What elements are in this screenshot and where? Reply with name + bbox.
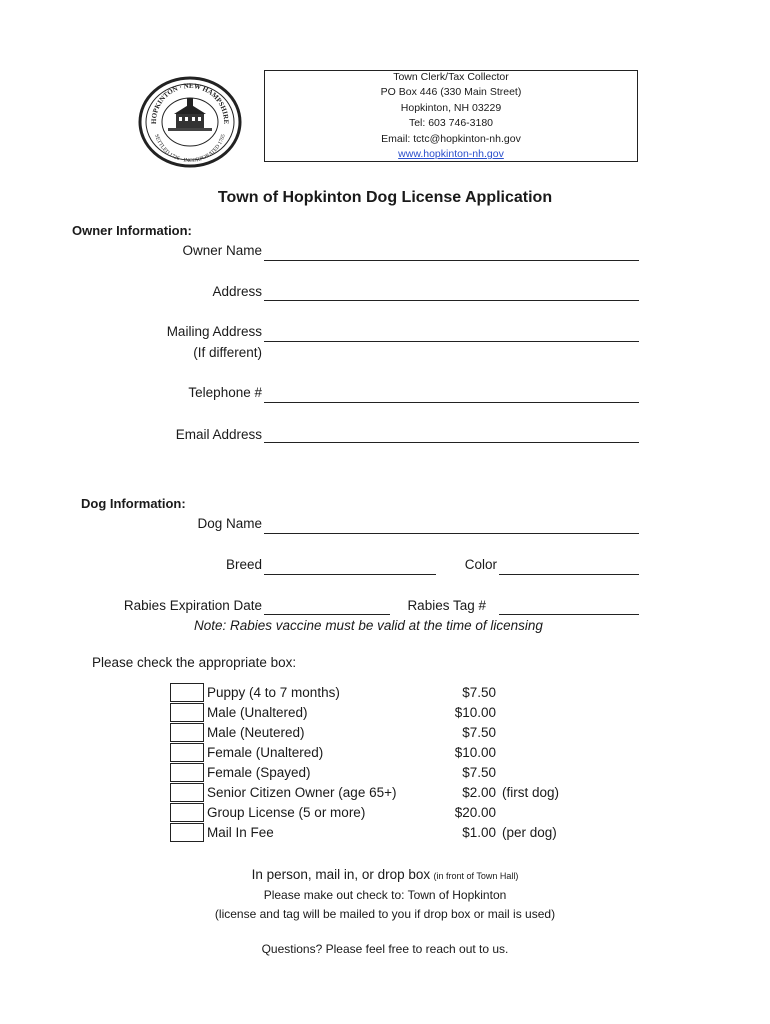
mailing-address-field[interactable]	[264, 341, 639, 342]
fee-price: $7.50	[462, 685, 496, 700]
rabies-expiration-label: Rabies Expiration Date	[123, 598, 262, 613]
color-label: Color	[464, 557, 497, 572]
questions-note: Questions? Please feel free to reach out to us.	[261, 942, 509, 956]
fee-label: Group License (5 or more)	[207, 805, 366, 820]
rabies-note: Note: Rabies vaccine must be valid at the time of licensing	[194, 618, 543, 633]
color-field[interactable]	[499, 574, 639, 575]
female-spayed-checkbox[interactable]	[170, 763, 204, 782]
fee-row	[170, 723, 590, 743]
fee-label: Male (Unaltered)	[207, 705, 308, 720]
town-seal-graphic	[138, 76, 242, 168]
fee-price: $7.50	[462, 725, 496, 740]
town-seal	[138, 76, 242, 168]
fee-row	[170, 763, 590, 783]
rabies-tag-field[interactable]	[499, 614, 639, 615]
email-address-field[interactable]	[264, 442, 639, 443]
fee-label: Mail In Fee	[207, 825, 274, 840]
fee-label: Male (Neutered)	[207, 725, 305, 740]
male-unaltered-checkbox[interactable]	[170, 703, 204, 722]
fee-label: Female (Unaltered)	[207, 745, 324, 760]
fee-label: Senior Citizen Owner (age 65+)	[207, 785, 397, 800]
puppy-checkbox[interactable]	[170, 683, 204, 702]
seal-top-text: HOPKINTON · NEW HAMPSHIRE	[149, 81, 231, 125]
contact-box	[264, 70, 638, 162]
breed-field[interactable]	[264, 574, 436, 575]
fee-row	[170, 823, 590, 843]
fee-price: $20.00	[454, 805, 496, 820]
owner-name-label: Owner Name	[182, 243, 262, 258]
owner-section-heading: Owner Information:	[72, 223, 192, 238]
owner-name-field[interactable]	[264, 260, 639, 261]
fee-price: $1.00	[462, 825, 496, 840]
contact-phone: Tel: 603 746-3180	[408, 117, 494, 129]
fee-price: $10.00	[454, 745, 496, 760]
fee-note: (first dog)	[502, 785, 560, 800]
check-payable-note: Please make out check to: Town of Hopkinton	[263, 888, 507, 902]
dog-name-field[interactable]	[264, 533, 639, 534]
mailing-address-sublabel: (If different)	[193, 345, 262, 360]
contact-website-link[interactable]: www.hopkinton-nh.gov	[398, 148, 504, 160]
dog-name-label: Dog Name	[197, 516, 262, 531]
rabies-tag-label: Rabies Tag #	[407, 598, 486, 613]
female-unaltered-checkbox[interactable]	[170, 743, 204, 762]
dog-section-heading: Dog Information:	[81, 496, 186, 511]
senior-citizen-checkbox[interactable]	[170, 783, 204, 802]
contact-email: Email: tctc@hopkinton-nh.gov	[381, 132, 521, 145]
rabies-expiration-field[interactable]	[264, 614, 390, 615]
submission-methods	[0, 867, 770, 882]
breed-label: Breed	[225, 557, 262, 572]
telephone-field[interactable]	[264, 402, 639, 403]
seal-bottom-text: SETTLED 1736 · INCORPORATED 1765	[153, 133, 227, 165]
fee-price: $10.00	[454, 705, 496, 720]
mailing-note: (license and tag will be mailed to you if drop box or mail is used)	[214, 907, 556, 921]
fee-row	[170, 743, 590, 763]
group-license-checkbox[interactable]	[170, 803, 204, 822]
contact-city: Hopkinton, NH 03229	[400, 101, 502, 114]
fee-row	[170, 803, 590, 823]
drop-box-location: (in front of Town Hall)	[433, 871, 519, 881]
email-address-label: Email Address	[175, 427, 262, 442]
contact-office: Town Clerk/Tax Collector	[393, 70, 509, 83]
submission-methods-main: In person, mail in, or drop box	[251, 867, 431, 882]
fee-price: $7.50	[462, 765, 496, 780]
form-title: Town of Hopkinton Dog License Application	[217, 189, 553, 206]
fee-row	[170, 683, 590, 703]
fee-label: Puppy (4 to 7 months)	[207, 685, 340, 700]
telephone-label: Telephone #	[188, 385, 262, 400]
fee-note: (per dog)	[502, 825, 557, 840]
fee-price: $2.00	[462, 785, 496, 800]
check-box-instruction: Please check the appropriate box:	[92, 655, 297, 670]
male-neutered-checkbox[interactable]	[170, 723, 204, 742]
contact-po-box: PO Box 446 (330 Main Street)	[380, 86, 522, 98]
fee-row	[170, 783, 590, 803]
mailing-address-label: Mailing Address	[166, 324, 262, 339]
address-field[interactable]	[264, 300, 639, 301]
fee-label: Female (Spayed)	[207, 765, 311, 780]
fee-row	[170, 703, 590, 723]
mail-in-fee-checkbox[interactable]	[170, 823, 204, 842]
address-label: Address	[212, 284, 262, 299]
